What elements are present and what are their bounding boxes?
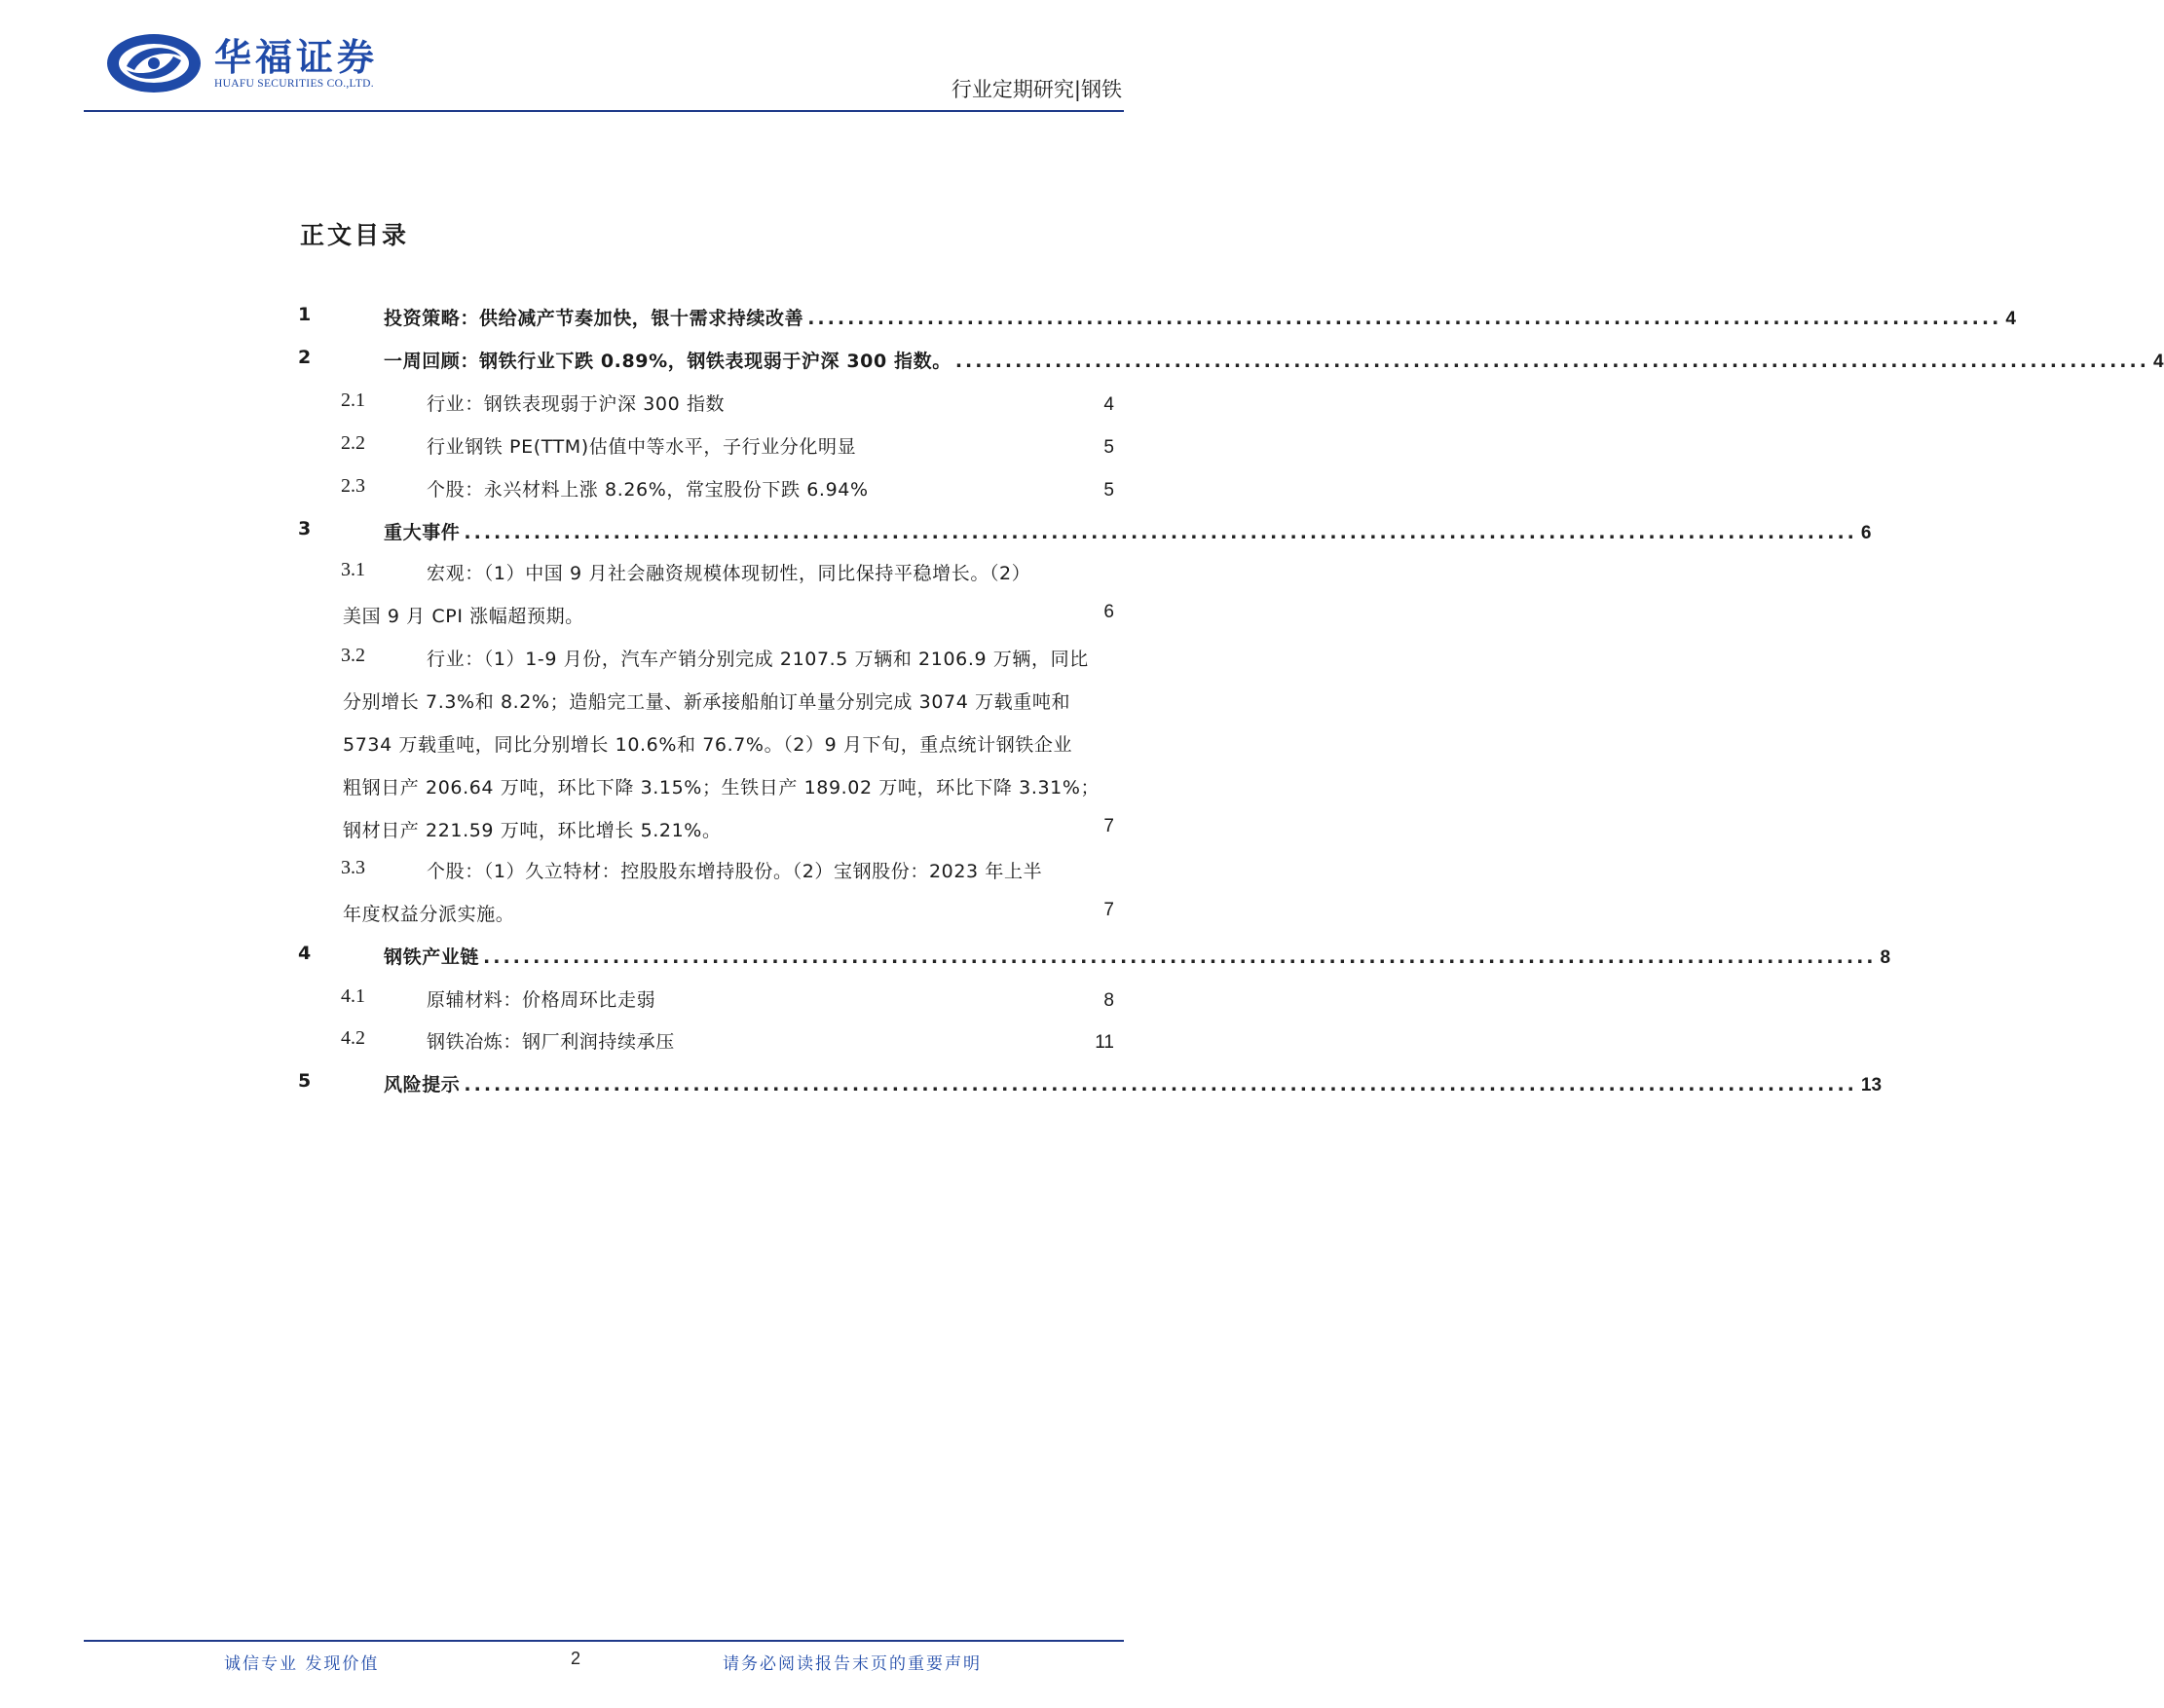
toc-leader-dots: ........................................................................................................................ [807,308,2002,329]
toc-entry-page: 6 [1860,523,1872,543]
toc-leader-dots: ............................................................................................................................................ [464,522,1857,543]
toc-entry-number: 2.3 [341,475,365,497]
toc-entry-continuation [0,602,1208,631]
toc-entry-page: 8 [1103,990,1114,1011]
toc-entry-continuation [0,773,1208,802]
toc-entry-title: 行业钢铁 PE(TTM)估值中等水平，子行业分化明显 [427,436,857,458]
toc-entry[interactable] [0,518,1872,547]
toc-entry-continuation-text: 粗钢日产 206.64 万吨，环比下降 3.15%；生铁日产 189.02 万吨，环比下降 3.31%； [343,777,1101,798]
toc-entry[interactable] [0,347,2164,376]
toc-entry[interactable] [0,475,1208,504]
toc-entry-number: 4.2 [341,1027,365,1049]
toc-entry-page: 11 [1095,1032,1114,1053]
toc-entry-title: 一周回顾：钢铁行业下跌 0.89%，钢铁表现弱于沪深 300 指数。 [384,351,951,372]
toc-entry-continuation-text: 年度权益分派实施。 [343,904,515,925]
toc-entry[interactable] [0,985,1208,1015]
toc-entry-title: 宏观：（1）中国 9 月社会融资规模体现韧性，同比保持平稳增长。（2） [427,563,1031,584]
toc-entry-page: 13 [1860,1075,1883,1095]
page-number: 2 [571,1649,581,1668]
toc-entry-title: 重大事件 [384,522,461,543]
toc-leader-dots: ............................................................................................................................................ [483,947,1877,968]
toc-entry-continuation-text: 5734 万载重吨，同比分别增长 10.6%和 76.7%。（2）9 月下旬，重点统计钢铁企业 [343,734,1073,756]
toc-entry-page: 7 [1103,900,1114,920]
toc-entry[interactable] [0,559,1208,588]
toc-entry-page: 4 [2005,309,2016,329]
toc-entry[interactable] [0,1027,1208,1057]
header-divider [84,110,1124,112]
toc-entry-title: 行业：（1）1-9 月份，汽车产销分别完成 2107.5 万辆和 2106.9 万辆，同比 [427,649,1089,670]
footer-disclaimer: 请务必阅读报告末页的重要声明 [723,1654,982,1674]
toc-entry-page: 4 [1103,394,1114,415]
toc-entry-page: 5 [1103,437,1114,458]
footer-slogan: 诚信专业 发现价值 [224,1654,380,1674]
toc-entry-number: 2.2 [341,432,365,454]
toc-entry-page: 6 [1103,602,1114,622]
toc-entry[interactable] [0,1070,1883,1099]
toc-entry[interactable] [0,390,1208,419]
toc-entry-page: 7 [1103,816,1114,836]
toc-entry-number: 3.3 [341,857,365,878]
logo-english-name: HUAFU SECURITIES CO.,LTD. [214,78,374,90]
toc-entry-continuation-text: 钢材日产 221.59 万吨，环比增长 5.21%。 [343,820,722,841]
toc-entry[interactable] [0,857,1208,886]
toc-entry-number: 3.1 [341,559,365,580]
toc-entry[interactable] [0,645,1208,674]
toc-entry-page: 5 [1103,480,1114,501]
huafu-logo-icon [105,31,206,95]
report-category: 行业定期研究|钢铁 [951,78,1122,101]
toc-entry-number: 2.1 [341,390,365,411]
company-logo [105,29,427,97]
toc-entry-number: 4.1 [341,985,365,1007]
toc-entry-title: 个股：（1）久立特材：控股股东增持股份。（2）宝钢股份：2023 年上半 [427,861,1043,882]
toc-entry-number: 4 [298,943,312,964]
toc-entry-page: 8 [1880,947,1891,968]
toc-leader-dots: ........................................................................................................................ [954,351,2149,372]
toc-entry-title: 风险提示 [384,1074,461,1095]
toc-entry[interactable] [0,304,2016,333]
footer-divider [84,1640,1124,1642]
toc-entry-number: 1 [298,304,312,325]
toc-entry-number: 2 [298,347,312,368]
toc-entry-continuation [0,900,1208,929]
toc-entry-continuation [0,730,1208,760]
toc-entry-number: 3 [298,518,312,539]
toc-title: 正文目录 [300,221,410,249]
toc-entry-continuation-text: 分别增长 7.3%和 8.2%；造船完工量、新承接船舶订单量分别完成 3074 万载重吨和 [343,691,1071,713]
toc-entry-title: 原辅材料：价格周环比走弱 [427,989,656,1011]
toc-entry-number: 3.2 [341,645,365,666]
toc-entry-number: 5 [298,1070,312,1092]
toc-entry-title: 钢铁冶炼：钢厂利润持续承压 [427,1031,675,1053]
toc-leader-dots: ............................................................................................................................................ [464,1074,1857,1095]
toc-entry-title: 投资策略：供给减产节奏加快，银十需求持续改善 [384,308,804,329]
logo-chinese-name: 华福证券 [214,36,379,79]
toc-entry[interactable] [0,943,1891,972]
toc-entry-title: 行业：钢铁表现弱于沪深 300 指数 [427,393,726,415]
toc-entry-continuation [0,816,1208,845]
toc-entry-title: 个股：永兴材料上涨 8.26%，常宝股份下跌 6.94% [427,479,869,501]
toc-entry-continuation-text: 美国 9 月 CPI 涨幅超预期。 [343,606,584,627]
toc-entry-page: 4 [2152,352,2164,372]
toc-entry-continuation [0,687,1208,717]
toc-entry-title: 钢铁产业链 [384,947,480,968]
toc-entry[interactable] [0,432,1208,462]
